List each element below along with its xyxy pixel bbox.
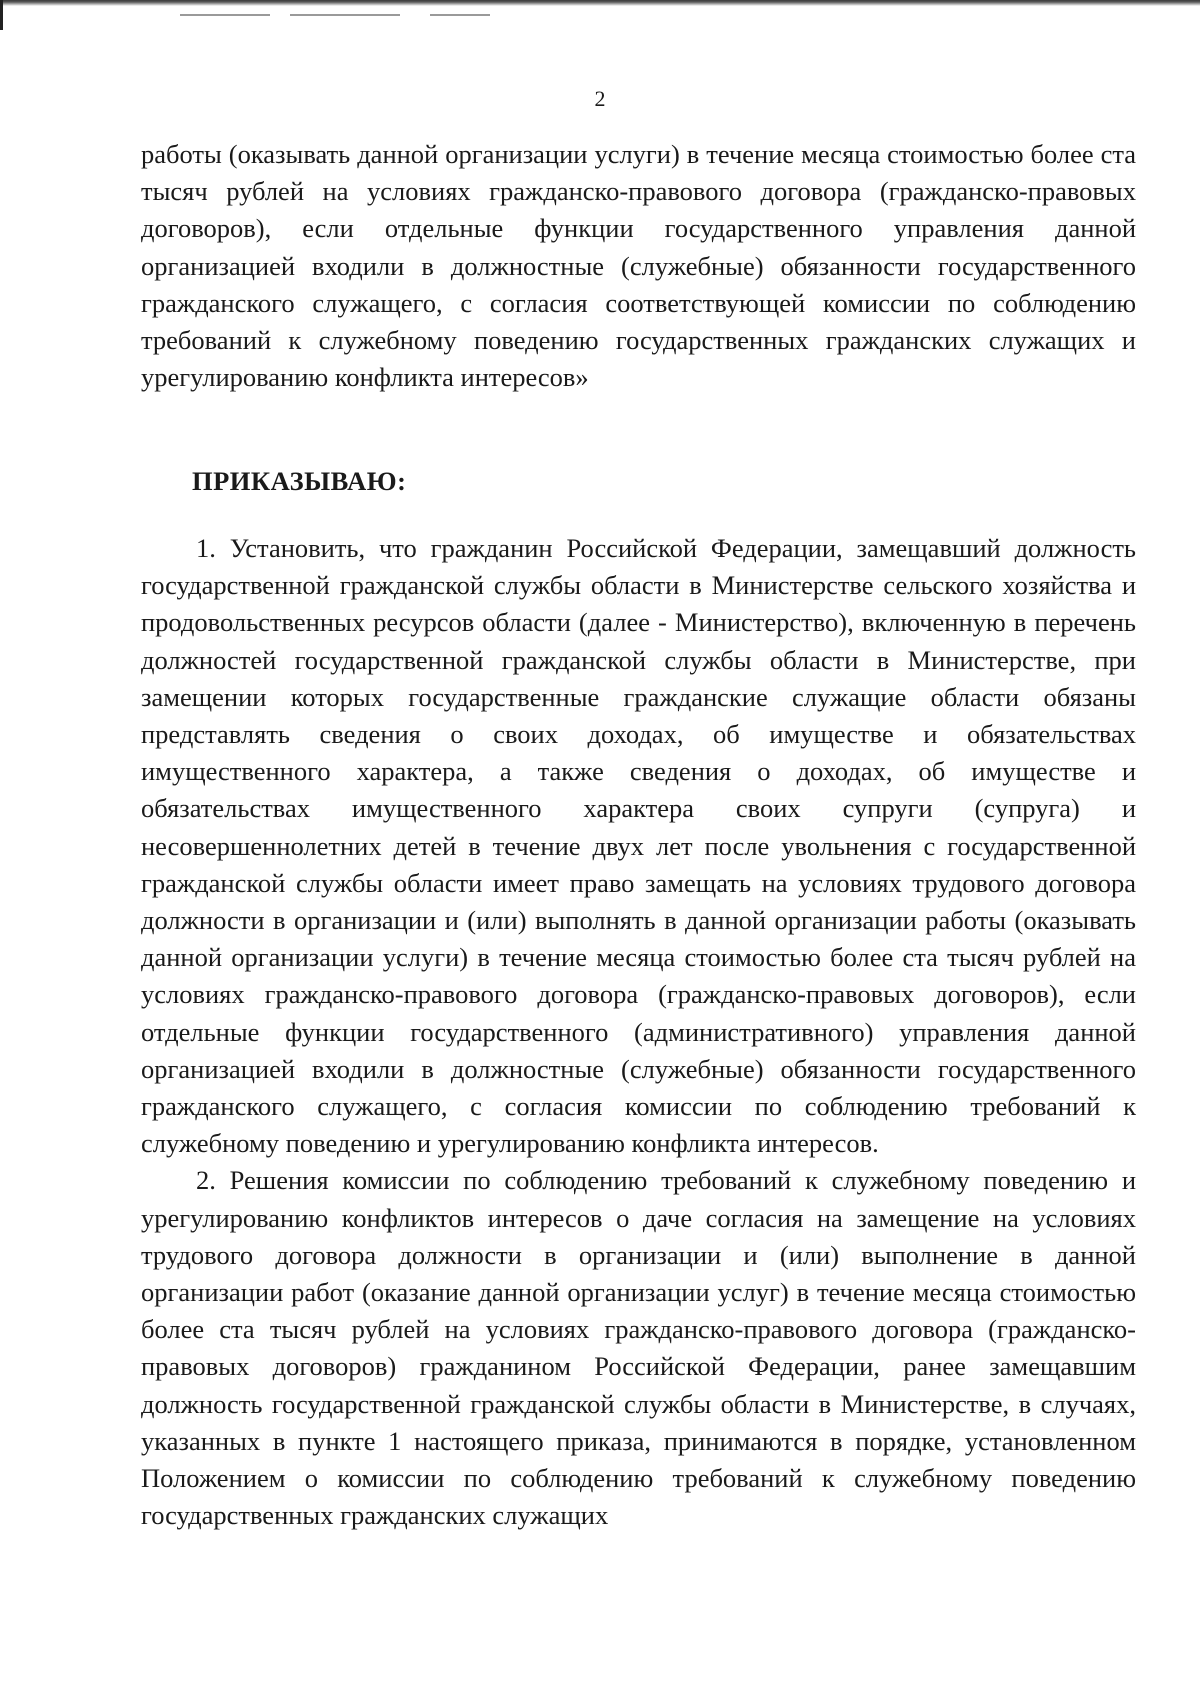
intro-paragraph-block <box>141 136 1136 396</box>
page-number: 2 <box>594 86 606 111</box>
scan-edge-top <box>0 0 1200 8</box>
scan-edge-left <box>0 0 3 30</box>
order-item-2: 2. Решения комиссии по соблюдению требований к служебному поведению и урегулированию конфликтов интересов о даче согласия на замещение на условиях трудового договора должности в организации и (или) выполнение в данной организации работ (оказание данной организации услуг) в течение месяца стоимостью более ста тысяч рублей на условиях гражданско-правового договора (гражданско-правовых договоров) гражданином Российской Федерации, ранее замещавшим должность государственной гражданской службы области в Министерстве, в случаях, указанных в пункте 1 настоящего приказа, принимаются в порядке, установленном Положением о комиссии по соблюдению требований к служебному поведению государственных гражданских служащих <box>141 1165 1136 1531</box>
intro-paragraph: работы (оказывать данной организации услуги) в течение месяца стоимостью более ста тысяч рублей на условиях гражданско-правового договора (гражданско-правовых договоров), если отдельные функции государственного управления данной организацией входили в должностные (служебные) обязанности государственного гражданского служащего, с согласия соответствующей комиссии по соблюдению требований к служебному поведению государственных гражданских служащих и урегулированию конфликта интересов» <box>141 139 1136 393</box>
order-items <box>141 530 1136 1534</box>
order-heading: ПРИКАЗЫВАЮ: <box>192 466 407 496</box>
scan-smudge <box>430 14 490 16</box>
scan-smudge <box>290 14 400 16</box>
scan-smudge <box>180 14 270 16</box>
order-item-1: 1. Установить, что гражданин Российской Федерации, замещавший должность государственной гражданской службы области в Министерстве сельского хозяйства и продовольственных ресурсов области (далее - Министерство), включенную в перечень должностей государственной гражданской службы области в Министерстве, при замещении которых государственные гражданские служащие области обязаны представлять сведения о своих доходах, об имуществе и обязательствах имущественного характера, а также сведения о доходах, об имуществе и обязательствах имущественного характера своих супруги (супруга) и несовершеннолетних детей в течение двух лет после увольнения с государственной гражданской службы области имеет право замещать на условиях трудового договора должности в организации и (или) выполнять в данной организации работы (оказывать данной организации услуги) в течение месяца стоимостью более ста тысяч рублей на условиях гражданско-правового договора (гражданско-правовых договоров), если отдельные функции государственного (административного) управления данной организацией входили в должностные (служебные) обязанности государственного гражданского служащего, с согласия комиссии по соблюдению требований к служебному поведению и урегулированию конфликта интересов. <box>141 533 1136 1159</box>
